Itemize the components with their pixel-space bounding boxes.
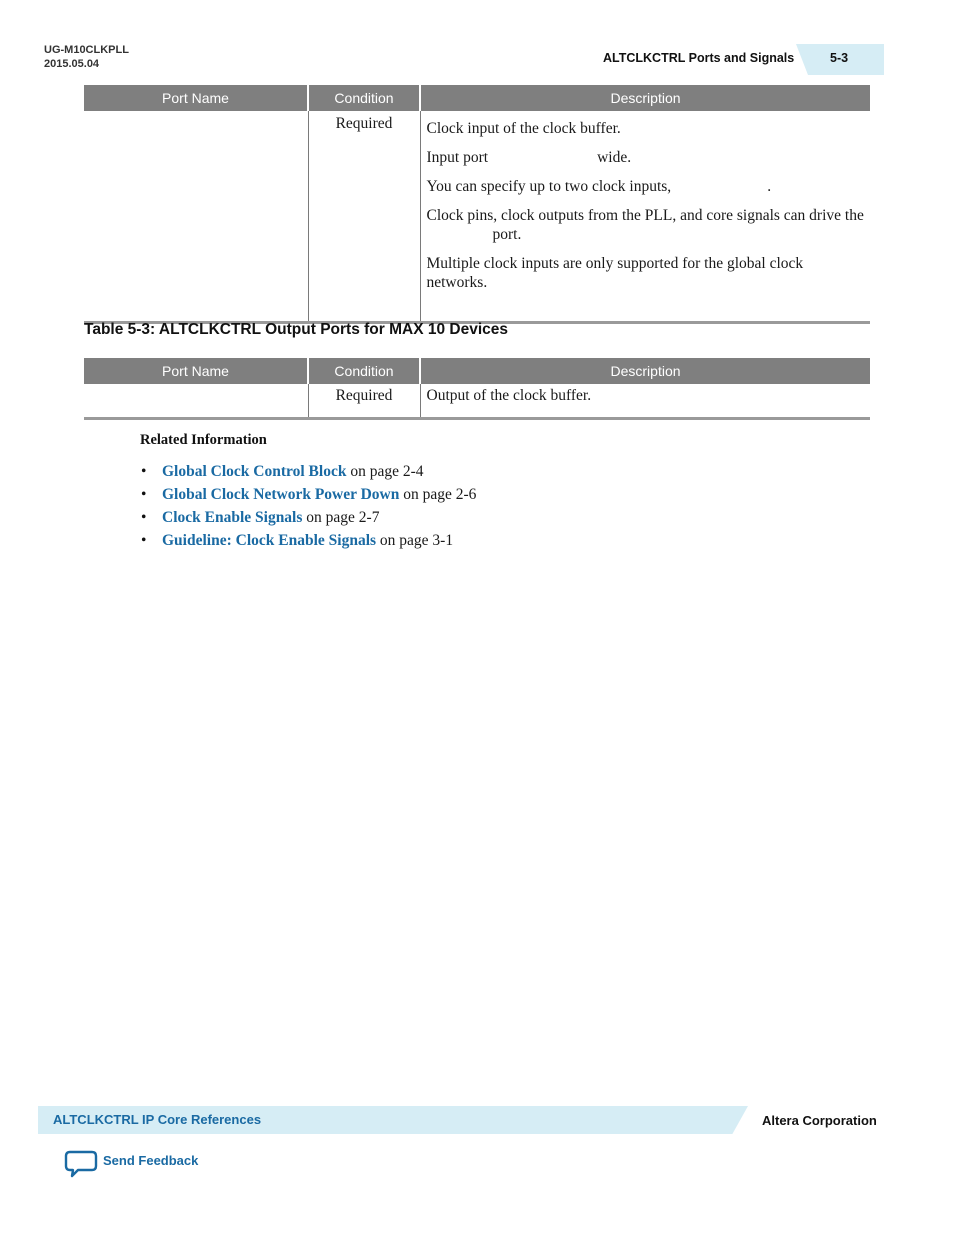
related-information-list — [141, 460, 476, 552]
speech-bubble-icon[interactable] — [64, 1149, 98, 1179]
page-reference: on page 3-1 — [376, 532, 454, 549]
send-feedback-link[interactable]: Send Feedback — [103, 1153, 199, 1168]
section-title: ALTCLKCTRL Ports and Signals — [603, 51, 795, 65]
related-information-title: Related Information — [140, 432, 267, 448]
list-item — [141, 460, 476, 483]
footer-corporation: Altera Corporation — [762, 1113, 877, 1128]
related-link-clock-enable-signals[interactable]: Clock Enable Signals — [162, 509, 303, 526]
related-link-guideline-clock-enable-signals[interactable]: Guideline: Clock Enable Signals — [162, 532, 377, 549]
related-link-global-clock-control-block[interactable]: Global Clock Control Block — [162, 463, 347, 480]
table-row — [84, 384, 870, 419]
page-reference: on page 2-7 — [302, 509, 380, 526]
related-link-global-clock-network-power-down[interactable]: Global Clock Network Power Down — [162, 486, 400, 503]
description-cell: Output of the clock buffer. — [420, 384, 870, 419]
output-ports-table — [84, 358, 870, 420]
column-header-condition: Condition — [308, 358, 420, 384]
page-number: 5-3 — [830, 51, 849, 65]
column-header-description: Description — [420, 85, 870, 111]
description-cell — [420, 111, 870, 323]
document-id: UG-M10CLKPLL — [44, 44, 129, 56]
table-caption: Table 5-3: ALTCLKCTRL Output Ports for MAX 10 Devices — [84, 321, 509, 338]
document-id-block — [44, 43, 129, 71]
description-line-2: Input port wide. — [426, 149, 632, 166]
condition-cell: Required — [308, 384, 420, 419]
table-header-row — [84, 85, 870, 111]
port-name-cell — [84, 111, 308, 323]
page-reference: on page 2-6 — [399, 486, 477, 503]
list-item — [141, 506, 476, 529]
column-header-port-name: Port Name — [84, 85, 308, 111]
table-row — [84, 111, 870, 323]
column-header-condition: Condition — [308, 85, 420, 111]
description-line-4: Clock pins, clock outputs from the PLL, and core signals can drive theport. — [426, 207, 864, 243]
list-item — [141, 529, 476, 552]
description-line-5: Multiple clock inputs are only supported for the global clock networks. — [426, 255, 804, 291]
column-header-port-name: Port Name — [84, 358, 308, 384]
page-reference: on page 2-4 — [346, 463, 424, 480]
input-ports-table — [84, 85, 870, 324]
column-header-description: Description — [420, 358, 870, 384]
description-line-1: Clock input of the clock buffer. — [426, 120, 621, 137]
description-line-3: You can specify up to two clock inputs, . — [426, 178, 772, 195]
document-date: 2015.05.04 — [44, 58, 100, 70]
footer-chapter-link[interactable]: ALTCLKCTRL IP Core References — [53, 1112, 262, 1127]
condition-cell: Required — [308, 111, 420, 323]
table-header-row — [84, 358, 870, 384]
port-name-cell — [84, 384, 308, 419]
list-item — [141, 483, 476, 506]
